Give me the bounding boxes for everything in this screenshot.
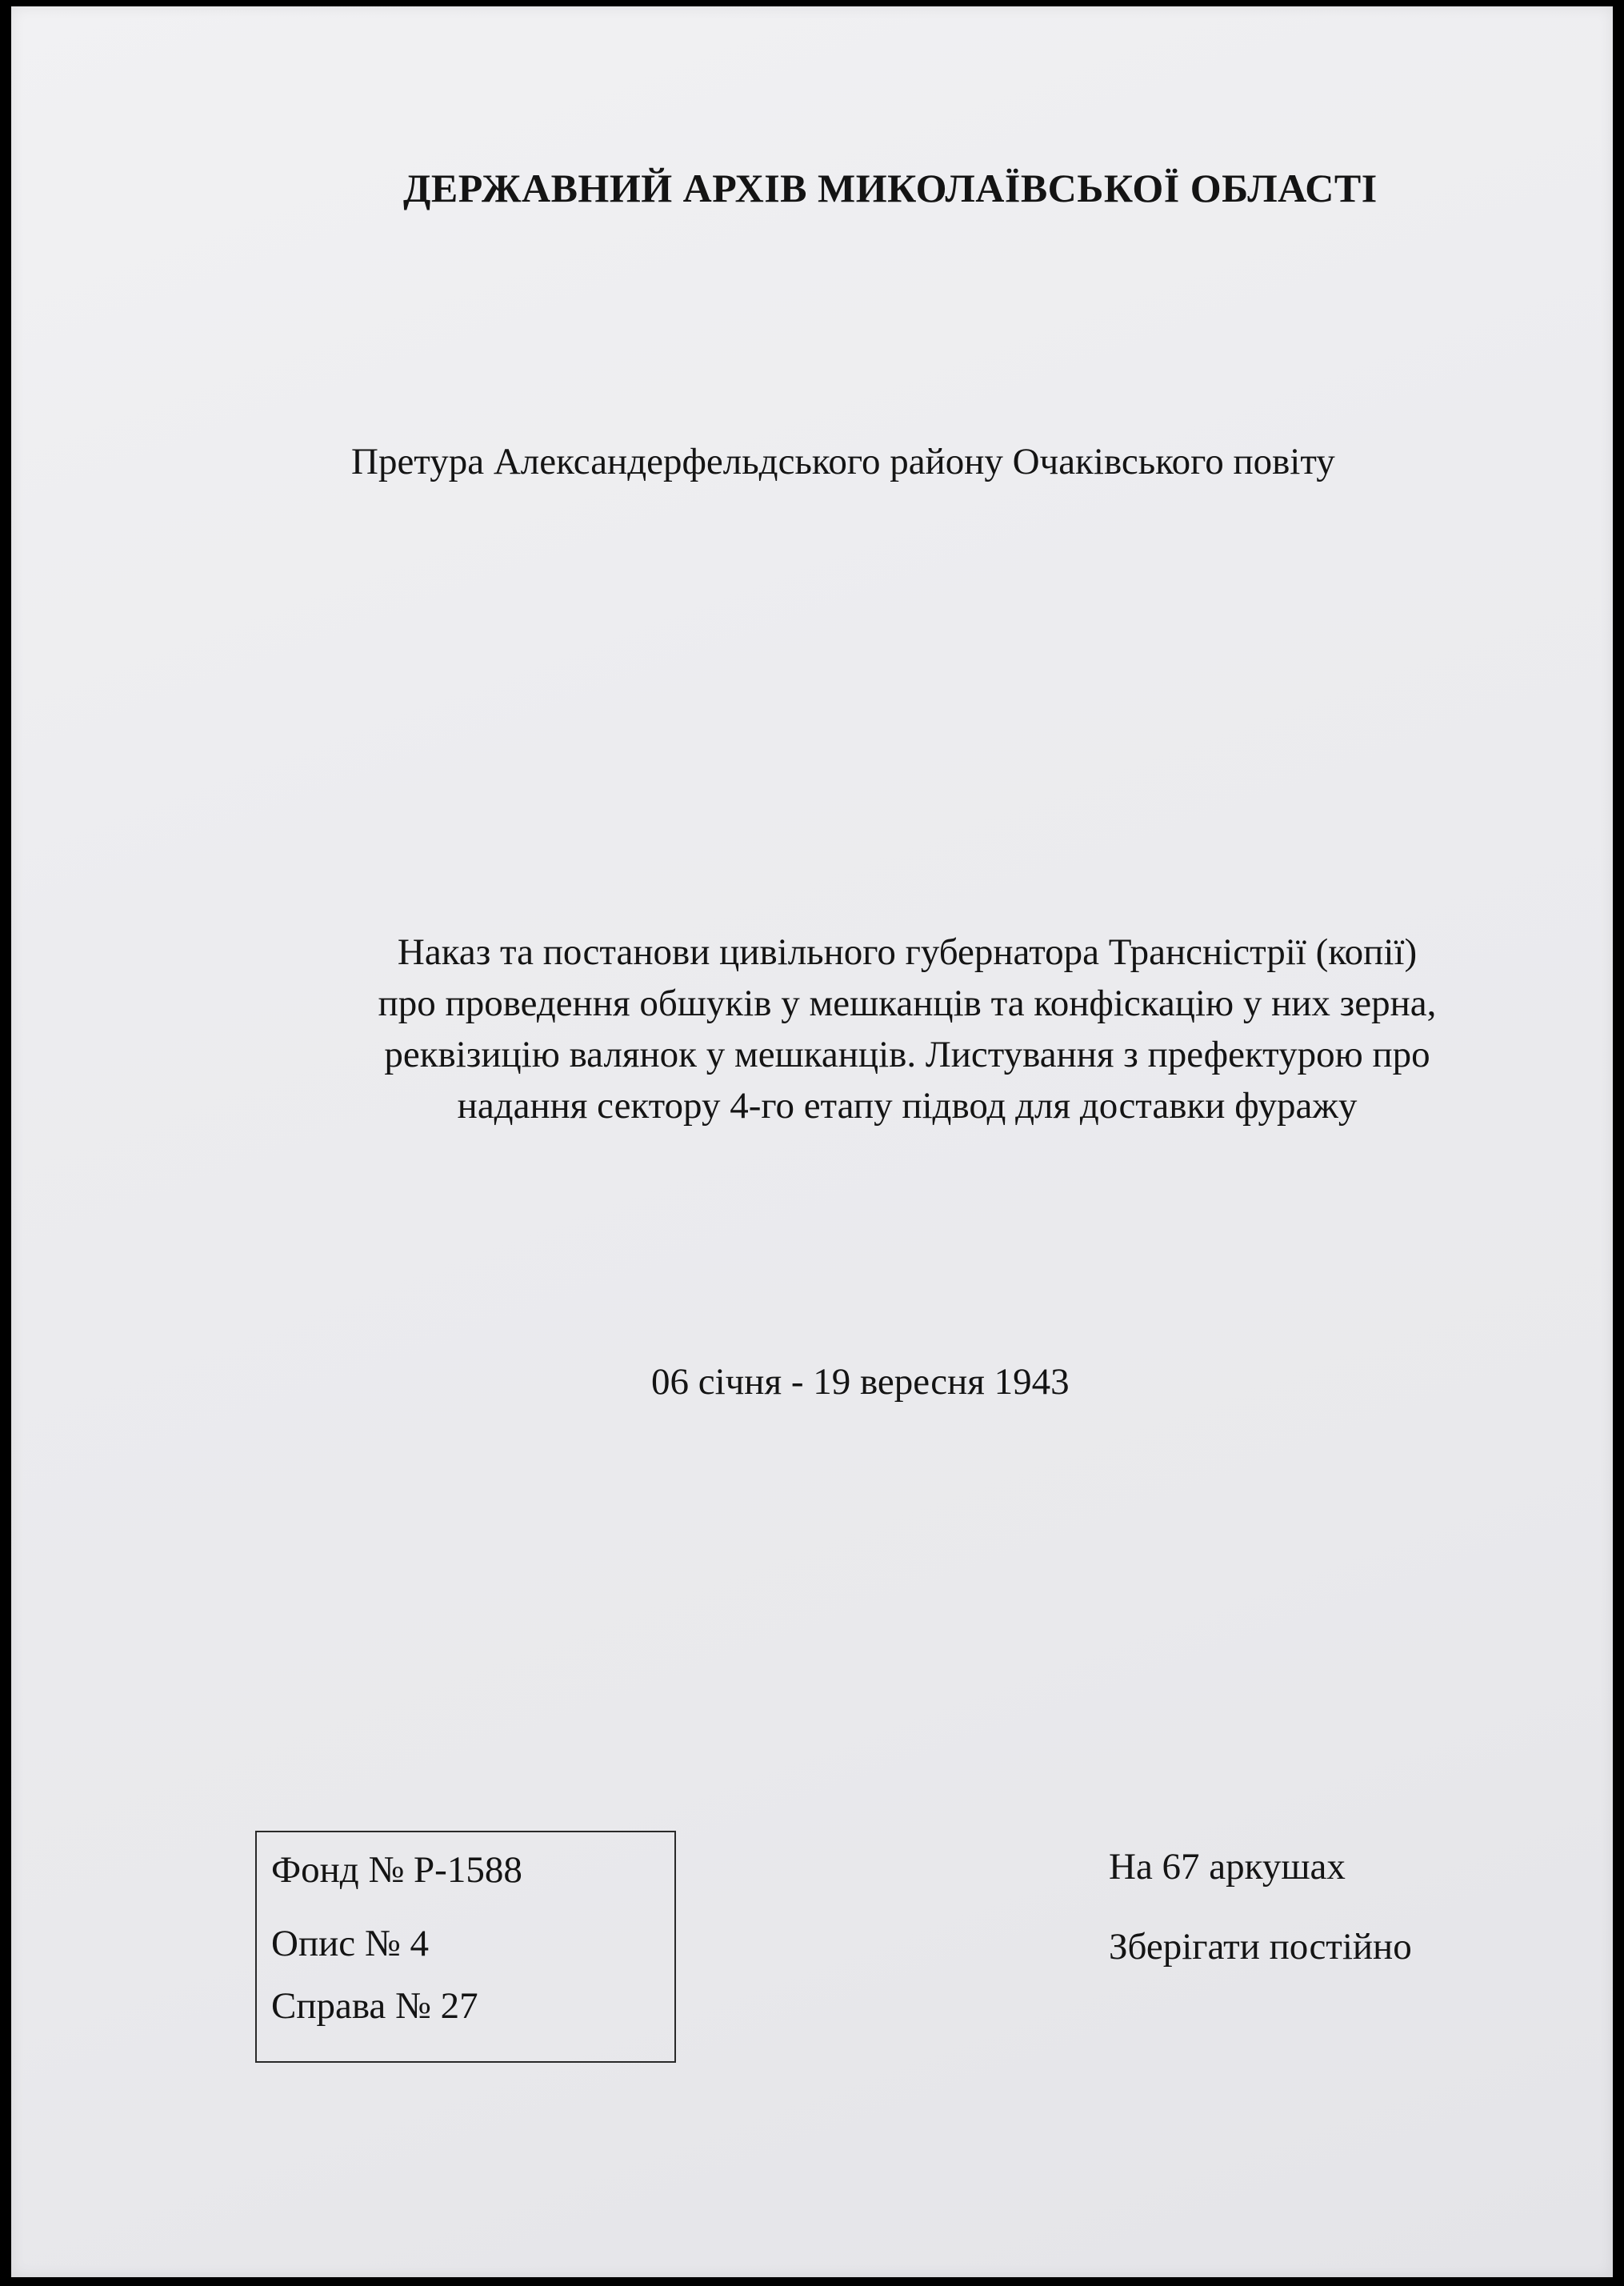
sheet-count: На 67 аркушах	[1109, 1846, 1346, 1888]
case-description-line: про проведення обшуків у мешканців та конфіскацію у них зерна,	[378, 983, 1437, 1024]
fond-number: Фонд № Р-1588	[271, 1849, 522, 1891]
archive-reference-box	[255, 1831, 676, 2063]
institution-name: Претура Александерфельдського району Очаківського повіту	[351, 441, 1335, 482]
case-description-line: реквізицію валянок у мешканців. Листування з префектурою про	[384, 1034, 1430, 1075]
sprava-number: Справа № 27	[271, 1985, 478, 2027]
opys-number: Опис № 4	[271, 1923, 429, 1964]
document-sheet	[11, 6, 1613, 2277]
date-range: 06 січня - 19 вересня 1943	[651, 1361, 1070, 1403]
case-description-line: надання сектору 4-го етапу підвод для доставки фуражу	[457, 1085, 1358, 1127]
case-description	[275, 927, 1539, 1131]
archive-title: ДЕРЖАВНИЙ АРХІВ МИКОЛАЇВСЬКОЇ ОБЛАСТІ	[403, 166, 1378, 210]
case-description-line: Наказ та постанови цивільного губернатора Трансністрії (копії)	[397, 931, 1418, 973]
retention-note: Зберігати постійно	[1109, 1926, 1412, 1968]
